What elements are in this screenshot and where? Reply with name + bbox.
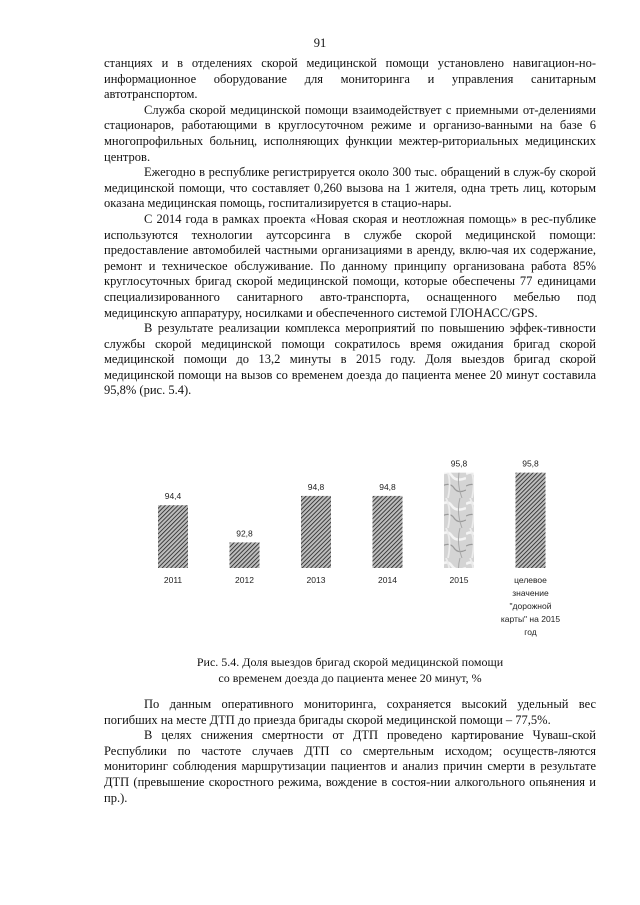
data-label: 92,8 <box>236 528 253 539</box>
caption-line: Рис. 5.4. Доля выездов бригад скорой медицинской помощи <box>196 655 504 669</box>
body-text-top <box>104 56 596 399</box>
x-tick-label-line: целевое <box>514 575 547 585</box>
x-tick-label-line: значение <box>512 588 549 598</box>
x-tick-label-line: 2013 <box>306 575 326 585</box>
paragraph: В целях снижения смертности от ДТП проведено картирование Чуваш-ской Республики по частоте случаев ДТП со смертельным исходом; осуществ-ляются мониторинг соблюдения маршрутизации пациентов и анализ причин смерти в результате ДТП (превышение скоростного режима, вождение в состоя-нии алкогольного опьянения и пр.). <box>104 728 596 805</box>
x-tick-label-line: 2014 <box>378 575 397 585</box>
bar-целевое <box>516 473 546 568</box>
x-tick-label-line: "дорожной <box>509 601 552 611</box>
bar-2011 <box>158 505 188 568</box>
x-tick-label <box>235 575 254 585</box>
data-label: 94,8 <box>379 481 396 492</box>
paragraph: станциях и в отделениях скорой медицинской помощи установлено навигацион-но-информационное оборудование для мониторинга и управления санитарным автотранспортом. <box>104 56 596 102</box>
data-label: 95,8 <box>522 458 539 469</box>
x-tick-label-line: год <box>524 627 537 637</box>
paragraph: Ежегодно в республике регистрируется около 300 тыс. обращений в служ-бу скорой медицинской помощи, что составляет 0,260 вызова на 1 жителя, одна треть лиц, которым оказана медицинская помощь, госпитализируется в стацио-нары. <box>104 165 596 211</box>
paragraph: В результате реализации комплекса мероприятий по повышению эффек-тивности службы скорой медицинской помощи сократилось время ожидания бригад скорой медицинской помощи до 13,2 минуты в 2015 году. Доля выездов бригад скорой медицинской помощи на вызов со временем доезда до пациента менее 20 минут составила 95,8% (рис. 5.4). <box>104 321 596 398</box>
figure-caption <box>104 655 596 686</box>
x-tick-label-line: 2011 <box>163 575 183 585</box>
bar-2012 <box>230 542 260 568</box>
paragraph: По данным оперативного мониторинга, сохраняется высокий удельный вес погибших на месте ДТП до приезда бригады скорой медицинской помощи – 77,5%. <box>104 697 596 727</box>
bar-chart <box>130 458 580 643</box>
paragraph: Служба скорой медицинской помощи взаимодействует с приемными от-делениями стационаров, работающими в круглосуточном режиме и организо-ванными на базе 6 многопрофильных больниц, исполняющих функции межтер-риториальных медицинских центров. <box>104 102 596 164</box>
body-text-bottom <box>104 697 596 806</box>
x-tick-label-line: карты" на 2015 <box>500 614 561 624</box>
data-label: 94,4 <box>164 491 182 502</box>
caption-line: со временем доезда до пациента менее 20 минут, % <box>218 670 482 685</box>
bar-2014 <box>373 496 403 568</box>
x-tick-label-line: 2015 <box>449 575 469 585</box>
x-tick-label <box>164 575 183 585</box>
chart-canvas <box>130 458 580 643</box>
bar-2013 <box>301 496 331 568</box>
data-label: 94,8 <box>307 481 325 492</box>
x-tick-label <box>501 575 561 637</box>
page-number: 91 <box>313 36 327 50</box>
data-label: 95,8 <box>450 458 468 469</box>
bar-2015 <box>444 473 474 568</box>
x-tick-label <box>378 575 397 585</box>
paragraph: С 2014 года в рамках проекта «Новая скорая и неотложная помощь» в рес-публике используются технологии аутсорсинга в службе скорой медицинской помощи: предоставление автомобилей частными организациями в аренду, вклю-чая их содержание, ремонт и техническое обслуживание. По данному принципу организована работа 85% круглосуточных бригад скорой медицинской помощи, которые обеспечены 77 единицами специализированного санитарного авто-транспорта, оснащенного мебелью под медицинскую аппаратуру, носилками и обеспеченного системой ГЛОНАСС/GPS. <box>104 211 596 320</box>
x-tick-label-line: 2012 <box>235 575 254 585</box>
x-tick-label <box>450 575 469 585</box>
x-tick-label <box>307 575 326 585</box>
